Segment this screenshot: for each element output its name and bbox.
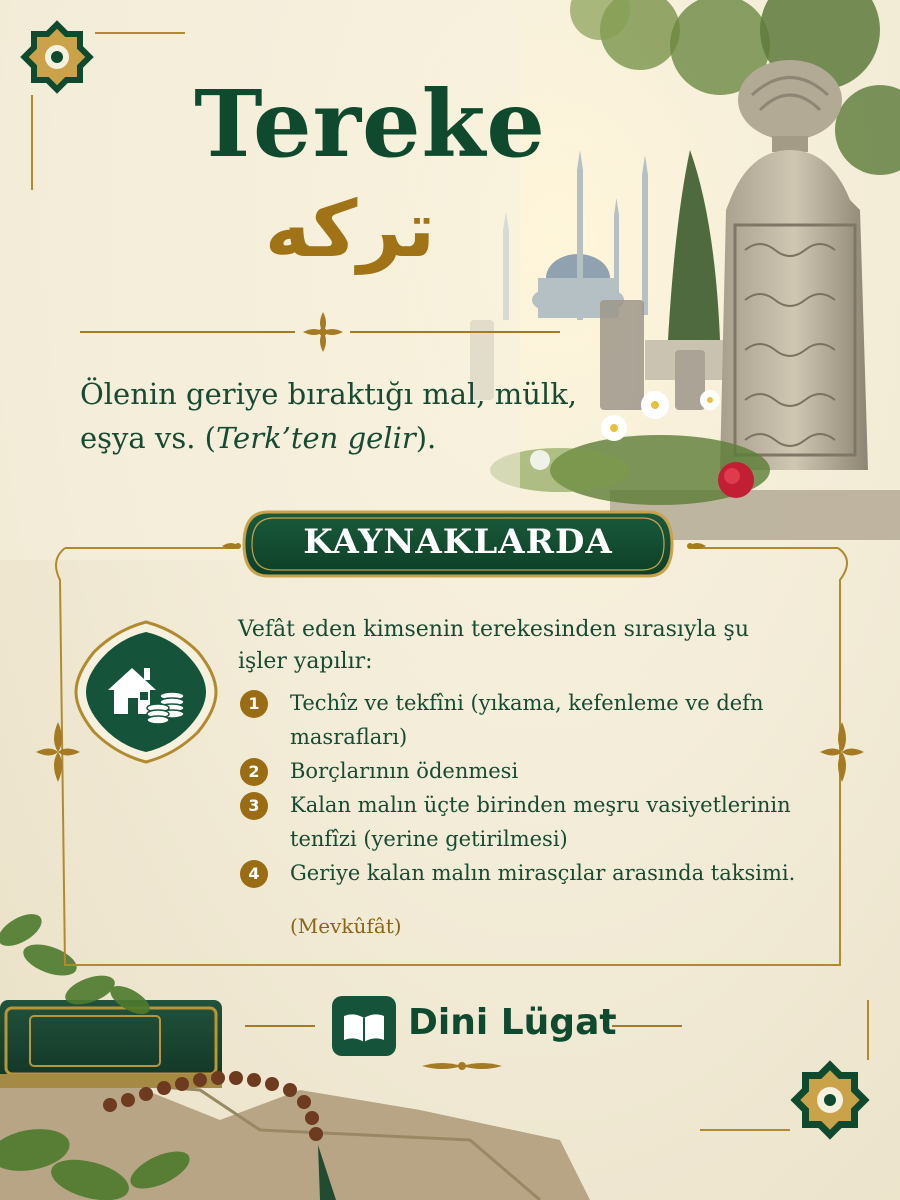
list-item [240,686,820,754]
section-label: KAYNAKLARDA [303,522,613,562]
open-book-icon [332,996,396,1056]
definition-line-2-start: eşya vs. ( [80,421,216,455]
brand-name: Dini Lügat [408,1002,617,1043]
step-number: 2 [240,758,268,786]
definition-text [80,372,640,460]
ornament-corner-top-left [20,20,94,94]
definition-etymology: Terk’ten gelir [215,421,416,455]
step-text: Geriye kalan malın mirasçılar arasında taksimi. [290,861,796,885]
ornament-corner-bottom-right [790,1060,869,1139]
step-text: Techîz ve tekfîni (yıkama, kefenleme ve defn masrafları) [290,691,764,749]
definition-line-1: Ölenin geriye bıraktığı mal, mülk, [80,377,577,411]
step-text: Kalan malın üçte birinden meşru vasiyetlerinin tenfîzi (yerine getirilmesi) [290,793,791,851]
section-intro: Vefât eden kimsenin terekesinden sırasıyla şu işler yapılır: [238,617,749,674]
list-item [240,856,820,890]
source-citation: (Mevkûfât) [290,914,402,938]
definition-line-2-end: ). [415,421,437,455]
arabic-title: تركه [264,185,436,275]
steps-list [240,686,820,890]
page-title: Tereke [194,70,546,178]
list-item [240,788,820,856]
step-number: 4 [240,860,268,888]
list-item [240,754,820,788]
step-text: Borçlarının ödenmesi [290,759,519,783]
step-number: 1 [240,690,268,718]
step-number: 3 [240,792,268,820]
